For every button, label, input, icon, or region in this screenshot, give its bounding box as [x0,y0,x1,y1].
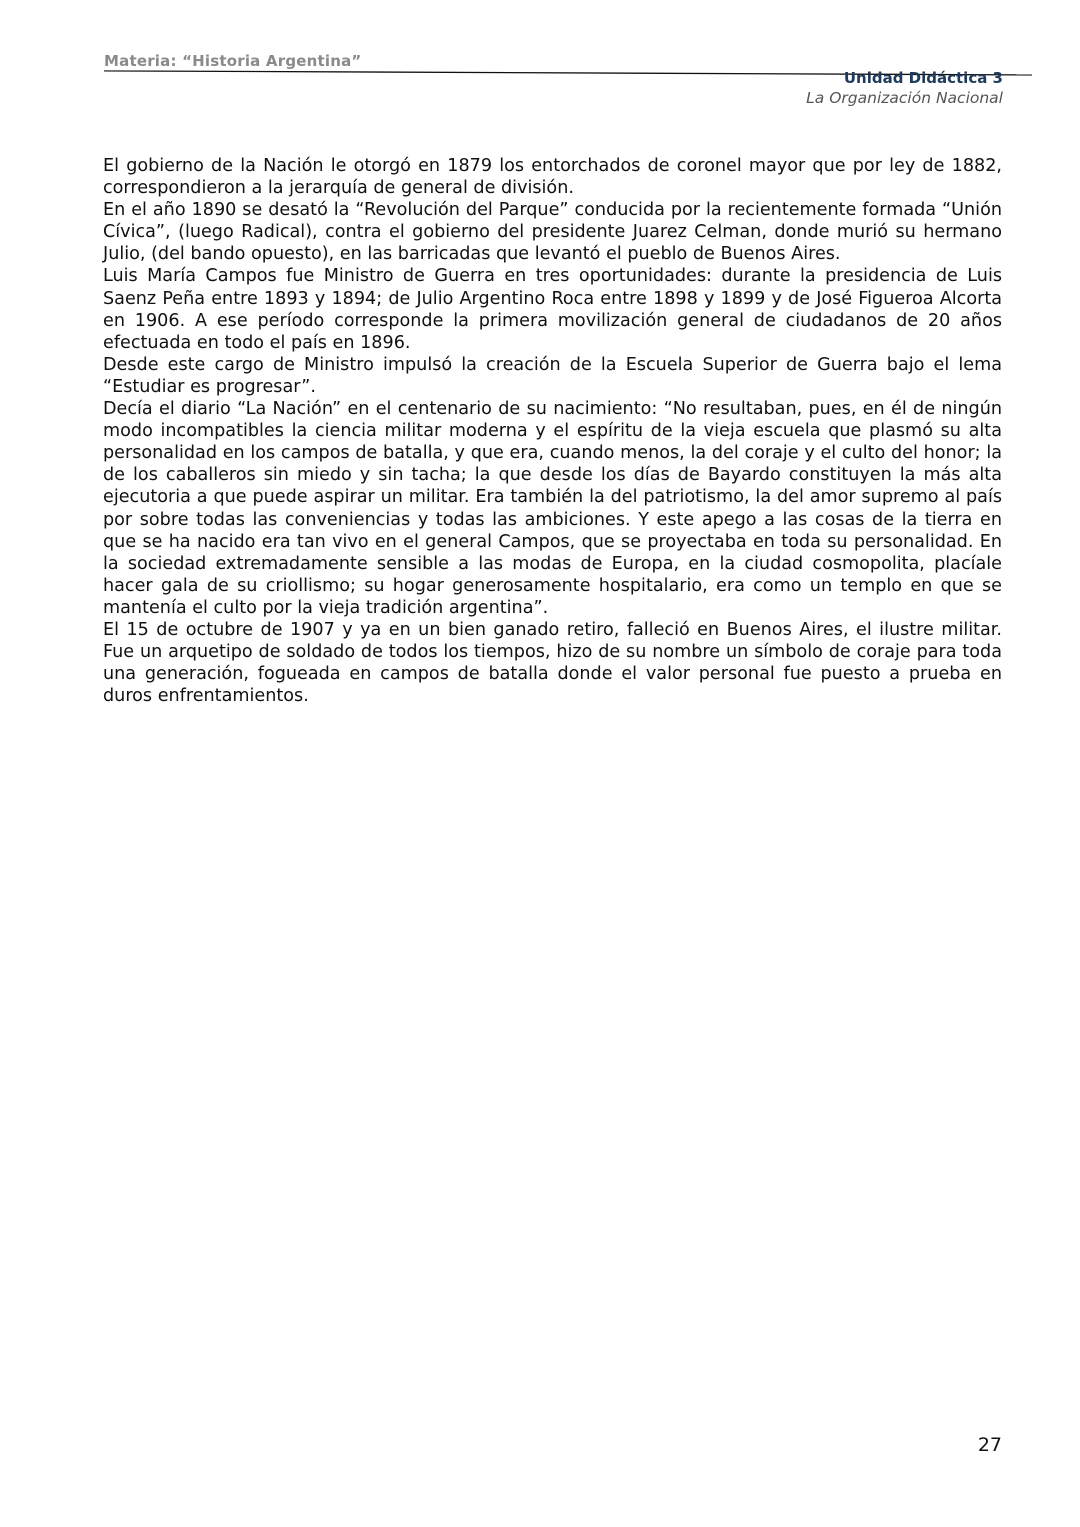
page-number: 27 [977,1434,1002,1456]
header-subject: Materia: “Historia Argentina” [104,52,362,70]
paragraph: El gobierno de la Nación le otorgó en 1879 los entorchados de coronel mayor que por ley de 1882, correspondieron a la jerarquía de general de división. [103,156,1002,199]
paragraph: Decía el diario “La Nación” en el centenario de su nacimiento: “No resultaban, pues, en él de ningún modo incompatibles la ciencia militar moderna y el espíritu de la vieja escuela que plasmó su alta personalidad en los campos de batalla, y que era, cuando menos, la del coraje y el culto del honor; la de los caballeros sin miedo y sin tacha; la que desde los días de Bayardo constituyen la más alta ejecutoria a que puede aspirar un militar. Era también la del patriotismo, la del amor supremo al país por sobre todas las conveniencias y todas las ambiciones. Y este apego a las cosas de la tierra en que se ha nacido era tan vivo en el general Campos, que se proyectaba en toda su personalidad. En la sociedad extremadamente sensible a las modas de Europa, en la ciudad cosmopolita, placíale hacer gala de su criollismo; su hogar generosamente hospitalario, era como un templo en que se mantenía el culto por la vieja tradición argentina”. [103,399,1002,618]
paragraph: Luis María Campos fue Ministro de Guerra en tres oportunidades: durante la presidencia de Luis Saenz Peña entre 1893 y 1894; de Julio Argentino Roca entre 1898 y 1899 y de José Figueroa Alcorta en 1906. A ese período corresponde la primera movilización general de ciudadanos de 20 años efectuada en todo el país en 1896. [103,266,1002,353]
header-unit: Unidad Didáctica 3 [843,69,1003,87]
paragraph: En el año 1890 se desató la “Revolución del Parque” conducida por la recientemente formada “Unión Cívica”, (luego Radical), contra el gobierno del presidente Juarez Celman, donde murió su hermano Julio, (del bando opuesto), en las barricadas que levantó el pueblo de Buenos Aires. [103,200,1002,265]
body-text [103,155,1002,707]
paragraph: Desde este cargo de Ministro impulsó la creación de la Escuela Superior de Guerra bajo el lema “Estudiar es progresar”. [103,354,1002,397]
header-subtitle: La Organización Nacional [806,89,1003,107]
paragraph: El 15 de octubre de 1907 y ya en un bien ganado retiro, falleció en Buenos Aires, el ilustre militar. Fue un arquetipo de soldado de todos los tiempos, hizo de su nombre un símbolo de coraje para toda una generación, fogueada en campos de batalla donde el valor personal fue puesto a prueba en duros enfrentamientos. [103,619,1002,707]
